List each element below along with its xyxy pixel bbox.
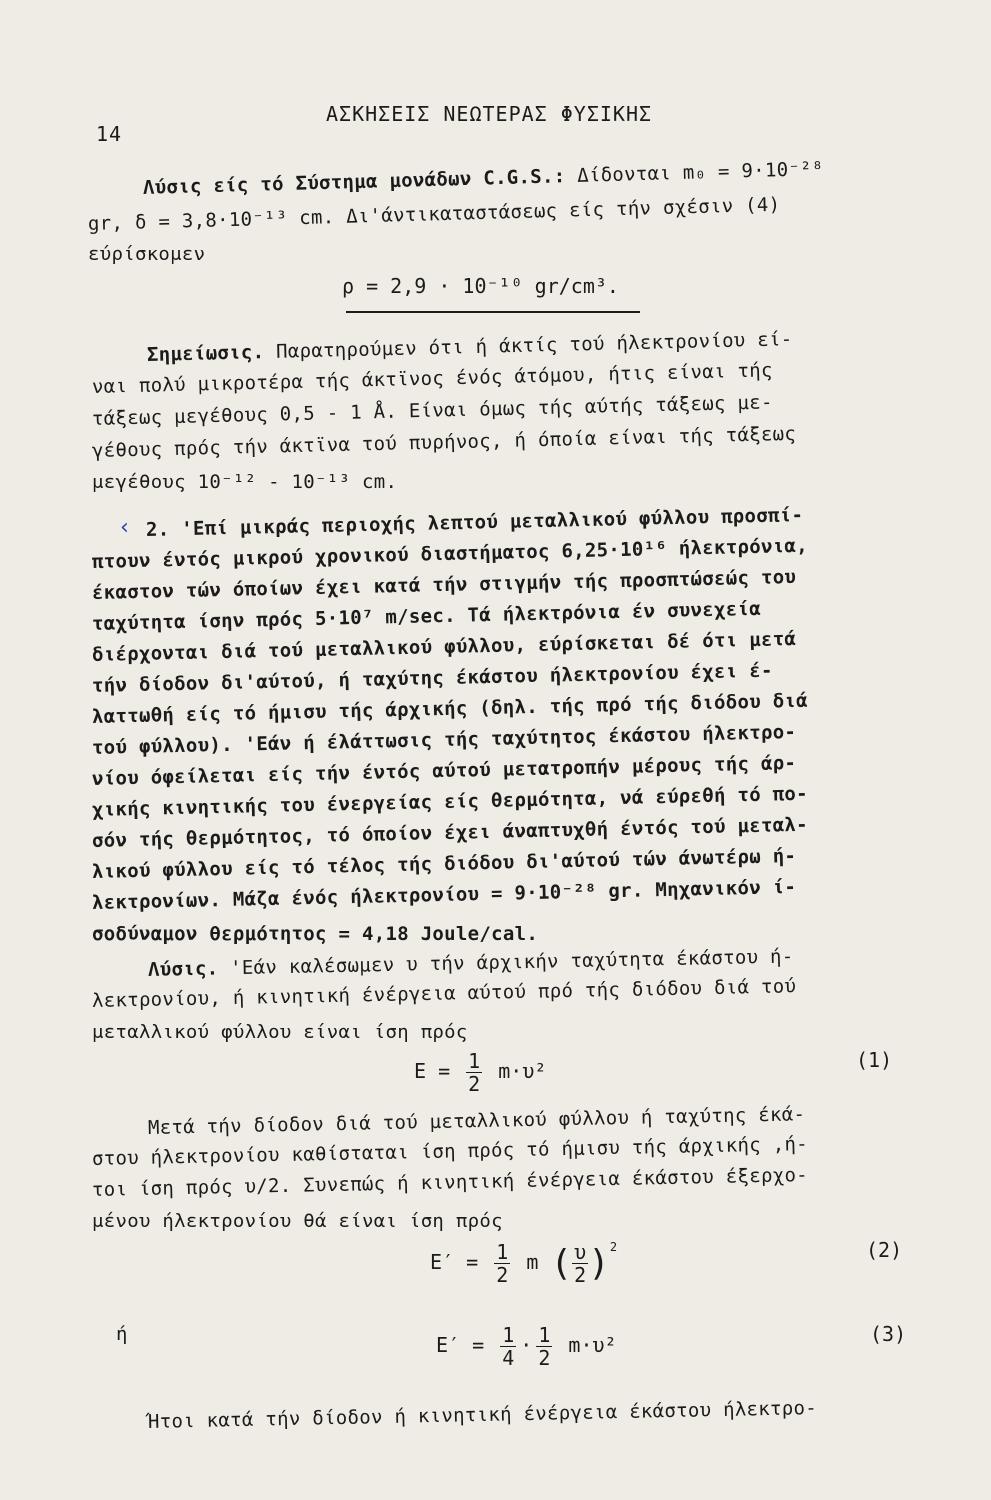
eq2-denominator: 2 bbox=[496, 1263, 509, 1287]
eq2-inner-numerator: υ bbox=[574, 1240, 587, 1264]
eq1-denominator: 2 bbox=[468, 1072, 481, 1096]
eq1-fraction bbox=[466, 1050, 482, 1095]
note-line3: τάξεως μεγέθους 0,5 - 1 Å. Είναι όμως τής αύτής τάξεως με- bbox=[91, 391, 773, 430]
eq3-numerator-2: 1 bbox=[538, 1323, 551, 1347]
problem2-line: λεκτρονίων. Μάζα ένός ήλεκτρονίου = 9·10⁻²⁸ gr. Μηχανικόν ί- bbox=[91, 876, 797, 914]
problem2-line: λικού φύλλου είς τό τέλος τής διόδου δι'αύτού τών άνωτέρω ή- bbox=[91, 845, 797, 883]
note-heading: Σημείωσις. bbox=[146, 341, 265, 366]
page-number: 14 bbox=[96, 122, 123, 146]
eq2-lhs: E′ = bbox=[430, 1250, 479, 1274]
running-title: ΑΣΚΗΣΕΙΣ ΝΕΩΤΕΡΑΣ ΦΥΣΙΚΗΣ bbox=[326, 102, 653, 126]
problem2-line: έκαστον τών όποίων έχει κατά τήν στιγμήν τής προσπτώσεώς του bbox=[91, 566, 797, 604]
eq2-close-paren: ) bbox=[588, 1243, 610, 1284]
problem2-line: τού φύλλου). 'Εάν ή έλάττωσις τής ταχύτητος έκάστου ήλεκτρο- bbox=[91, 721, 797, 759]
solution2-line3: μεταλλικού φύλλου είναι ίση πρός bbox=[92, 1021, 468, 1043]
solution2-para2-line: τοι ίση πρός υ/2. Συνεπώς ή κινητική ένέργεια έκάστου έξερχο- bbox=[91, 1164, 809, 1201]
eq1-rhs: m·υ² bbox=[498, 1059, 547, 1083]
problem2-line: 2. 'Επί μικράς περιοχής λεπτού μεταλλικού φύλλου προσπί- bbox=[145, 504, 804, 541]
problem2-line: σόν τής θερμότητος, τό όποίον έχει άναπτυχθή έντός τού μεταλ- bbox=[91, 813, 809, 852]
problem2-line: λαττωθή είς τό ήμισυ τής άρχικής (δηλ. τής πρό τής διόδου διά bbox=[91, 689, 809, 728]
problem2-line: ταχύτητα ίσην πρός 5·10⁷ m/sec. Τά ήλεκτρόνια έν συνεχεία bbox=[91, 597, 762, 635]
solution2-para2-line: μένου ήλεκτρονίου θά είναι ίση πρός bbox=[92, 1210, 503, 1232]
eq2-inner-fraction bbox=[572, 1241, 588, 1286]
solution2-last-line: Ήτοι κατά τήν δίοδον ή κινητική ένέργεια έκάστου ήλεκτρο- bbox=[147, 1396, 818, 1433]
or-word: ή bbox=[116, 1323, 128, 1345]
solution2-text: 'Εάν καλέσωμεν υ τήν άρχικήν ταχύτητα έκάστου ή- bbox=[229, 945, 794, 980]
eq2-open-paren: ( bbox=[550, 1243, 573, 1284]
eq3-fraction-2 bbox=[536, 1324, 552, 1369]
eq2-numerator: 1 bbox=[496, 1240, 509, 1264]
note-line5: μεγέθους 10⁻¹² - 10⁻¹³ cm. bbox=[92, 471, 398, 493]
cgs-solution-given: Δίδονται m₀ = 9·10⁻²⁸ bbox=[576, 157, 824, 187]
eq2-mass: m bbox=[526, 1250, 539, 1274]
pen-mark: ‹ bbox=[118, 515, 132, 540]
solution2-para2-line: Μετά τήν δίοδον διά τού μεταλλικού φύλλου ή ταχύτης έκά- bbox=[147, 1103, 806, 1139]
problem2-line: νίου όφείλεται είς τήν έντός αύτού μετατροπήν μέρους τής άρ- bbox=[91, 752, 797, 790]
problem2-line: πτουν έντός μικρού χρονικού διαστήματος 6,25·10¹⁶ ήλεκτρόνια, bbox=[91, 534, 809, 573]
problem2-line: τήν δίοδον δι'αύτού, ή ταχύτης έκάστου ήλεκτρονίου έχει έ- bbox=[91, 659, 773, 697]
problem2-line: χικής κινητικής του ένεργείας είς θερμότητα, νά εύρεθή τό πο- bbox=[91, 782, 809, 821]
eq1-lhs: E = bbox=[414, 1059, 451, 1083]
cgs-result-equation: ρ = 2,9 · 10⁻¹⁰ gr/cm³. bbox=[342, 274, 619, 298]
problem2-line: διέρχονται διά τού μεταλλικού φύλλου, εύρίσκεται δέ ότι μετά bbox=[91, 628, 797, 666]
cgs-solution-heading: Λύσις είς τό Σύστημα μονάδων C.G.S.: bbox=[142, 165, 566, 199]
equation-3: E′ = $\frac{1}{4}$ · $\frac{1}{2}$ m·υ² bbox=[436, 1323, 617, 1370]
eq3-denominator-1: 4 bbox=[502, 1346, 515, 1370]
solution2-para2-line: στου ήλεκτρονίου καθίσταται ίση πρός τό ήμισυ τής άρχικής ,ή- bbox=[91, 1133, 809, 1170]
eq2-inner-denominator: 2 bbox=[574, 1263, 587, 1287]
note-line2: ναι πολύ μικροτέρα τής άκτϊνος ένός άτόμου, ήτις είναι τής bbox=[91, 359, 773, 398]
equation-2 bbox=[430, 1240, 617, 1286]
eq2-power: 2 bbox=[609, 1240, 618, 1254]
eq3-lhs: E′ = bbox=[436, 1333, 485, 1357]
eq1-numerator: 1 bbox=[468, 1049, 481, 1073]
eq3-rhs: m·υ² bbox=[568, 1333, 617, 1357]
eq3-denominator-2: 2 bbox=[538, 1346, 551, 1370]
eq3-numerator-1: 1 bbox=[502, 1323, 515, 1347]
eq3-number: (3) bbox=[870, 1322, 907, 1346]
cgs-solution-line2: gr, δ = 3,8·10⁻¹³ cm. Δι'άντικαταστάσεως είς τήν σχέσιν (4) bbox=[87, 193, 781, 235]
solution2-line2: λεκτρονίου, ή κινητική ένέργεια αύτού πρό τής διόδου διά τού bbox=[91, 975, 797, 1012]
note-line4: γέθους πρός τήν άκτϊνα τού πυρήνος, ή όποία είναι τής τάξεως bbox=[91, 422, 797, 462]
eq3-fraction-1 bbox=[500, 1324, 516, 1369]
solution2-heading: Λύσις. bbox=[147, 957, 219, 981]
equation-1 bbox=[414, 1050, 546, 1095]
eq2-number: (2) bbox=[866, 1238, 903, 1262]
note-text: Παρατηρούμεν ότι ή άκτίς τού ήλεκτρονίου εί- bbox=[275, 328, 793, 363]
cgs-solution-line3: εύρίσκομεν bbox=[88, 243, 206, 265]
eq1-number: (1) bbox=[856, 1048, 893, 1072]
eq2-fraction bbox=[494, 1241, 510, 1286]
result-underline bbox=[346, 311, 640, 313]
problem2-line: σοδύναμον θερμότητος = 4,18 Joule/cal. bbox=[92, 923, 539, 945]
